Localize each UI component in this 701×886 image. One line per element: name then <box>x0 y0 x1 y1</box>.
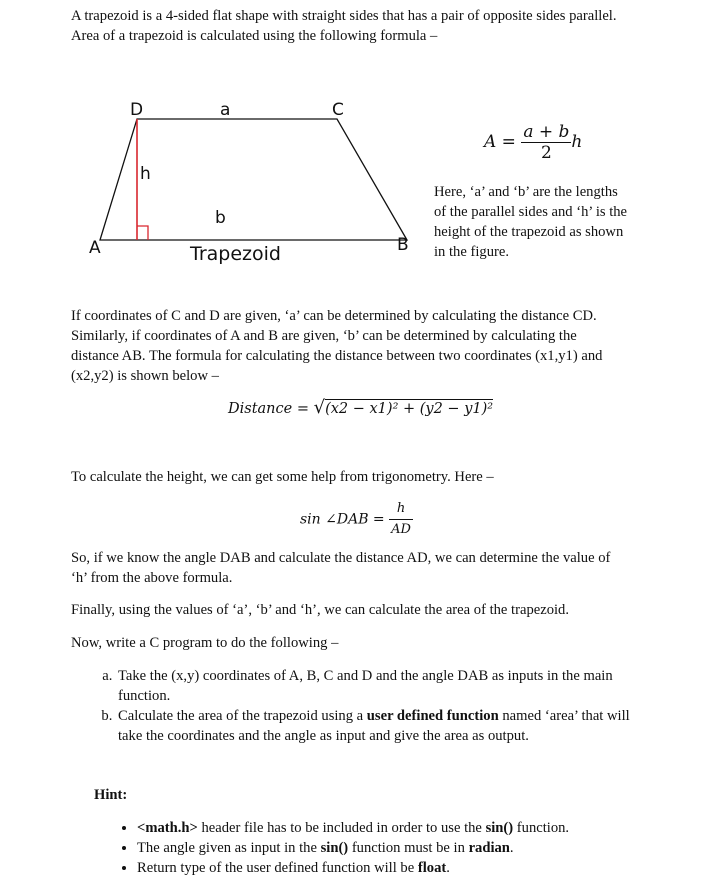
label-B: B <box>397 235 409 255</box>
hint-3-bold: float <box>417 860 447 876</box>
hint-title: Hint: <box>94 787 128 803</box>
sin-formula-numerator: h <box>389 499 413 520</box>
hint-item-1 <box>137 818 697 838</box>
hint-1-bold2: sin() <box>485 820 514 836</box>
hint-2-bold2: radian <box>468 840 510 856</box>
intro-line-1: A trapezoid is a 4-sided flat shape with straight sides that has a pair of opposite sides parallel. <box>71 8 617 24</box>
trig-intro: To calculate the height, we can get some help from trigonometry. Here – <box>71 469 494 485</box>
so-line-1: So, if we know the angle DAB and calculate the distance AD, we can determine the value of <box>71 550 611 566</box>
area-note-line-4: in the figure. <box>434 244 509 260</box>
area-formula-lhs: A = <box>484 132 516 152</box>
intro-line-2: Area of a trapezoid is calculated using the following formula – <box>71 28 438 44</box>
distance-line-2: Similarly, if coordinates of A and B are given, ‘b’ can be determined by calculating the <box>71 328 577 344</box>
label-h: h <box>140 164 151 184</box>
intro-paragraph <box>71 6 671 46</box>
area-note-line-3: height of the trapezoid as shown <box>434 224 624 240</box>
area-formula-fraction <box>521 122 571 163</box>
distance-paragraph <box>71 306 671 386</box>
distance-formula-lhs: Distance = <box>228 401 309 417</box>
trapezoid-figure <box>80 90 420 275</box>
label-a: a <box>220 100 231 120</box>
hint-item-3 <box>137 858 697 878</box>
distance-formula-radicand: (x2 − x1)² + (y2 − y1)² <box>325 401 494 417</box>
distance-formula <box>228 398 493 419</box>
area-formula <box>484 122 582 163</box>
area-note-line-1: Here, ‘a’ and ‘b’ are the lengths <box>434 184 618 200</box>
task-b <box>116 706 656 746</box>
hint-3-end: . <box>446 860 450 876</box>
hint-3-pre: Return type of the user defined function will be <box>137 860 418 876</box>
hint-1-bold: <math.h> <box>137 820 198 836</box>
sin-formula-lhs: sin ∠DAB = <box>300 511 385 528</box>
label-C: C <box>332 100 344 120</box>
sqrt-icon: √ <box>313 397 326 418</box>
hint-2-mid: function must be in <box>348 840 469 856</box>
sin-formula-denominator: AD <box>391 522 411 537</box>
area-formula-denominator: 2 <box>540 143 552 163</box>
area-formula-numerator: a + b <box>523 122 570 142</box>
label-A: A <box>89 238 101 258</box>
task-b-pre: Calculate the area of the trapezoid using a <box>118 708 367 724</box>
now-paragraph: Now, write a C program to do the following – <box>71 635 339 651</box>
area-note-line-2: of the parallel sides and ‘h’ is the <box>434 204 628 220</box>
label-b: b <box>215 208 226 228</box>
so-line-2: ‘h’ from the above formula. <box>71 570 233 586</box>
distance-line-3: distance AB. The formula for calculating the distance between two coordinates (x1,y1) and <box>71 348 603 364</box>
task-list <box>92 666 656 746</box>
area-note <box>434 182 674 262</box>
task-b-bold: user defined function <box>366 708 499 724</box>
hint-1-end: function. <box>513 820 570 836</box>
area-formula-factor: h <box>571 132 583 152</box>
distance-line-1: If coordinates of C and D are given, ‘a’ can be determined by calculating the distance CD. <box>71 308 597 324</box>
right-angle-marker <box>137 226 148 240</box>
hint-2-pre: The angle given as input in the <box>137 840 321 856</box>
hint-2-bold: sin() <box>320 840 349 856</box>
label-D: D <box>130 100 144 120</box>
hint-2-end: . <box>509 840 514 856</box>
figure-caption: Trapezoid <box>190 243 281 265</box>
sin-formula-fraction <box>389 499 413 540</box>
hint-item-2 <box>137 838 697 858</box>
distance-line-4: (x2,y2) is shown below – <box>71 368 219 384</box>
task-a <box>116 666 656 706</box>
finally-paragraph: Finally, using the values of ‘a’, ‘b’ and ‘h’, we can calculate the area of the trapezoid. <box>71 602 569 618</box>
task-b-post: named ‘area’ that will take the coordinates and the angle as input and give the area as output. <box>118 708 630 744</box>
task-a-text: Take the (x,y) coordinates of A, B, C and D and the angle DAB as inputs in the main function. <box>118 668 613 704</box>
so-paragraph <box>71 548 671 588</box>
hint-1-mid: header file has to be included in order to use the <box>197 820 486 836</box>
hint-list <box>95 818 697 878</box>
sin-formula <box>300 499 413 540</box>
